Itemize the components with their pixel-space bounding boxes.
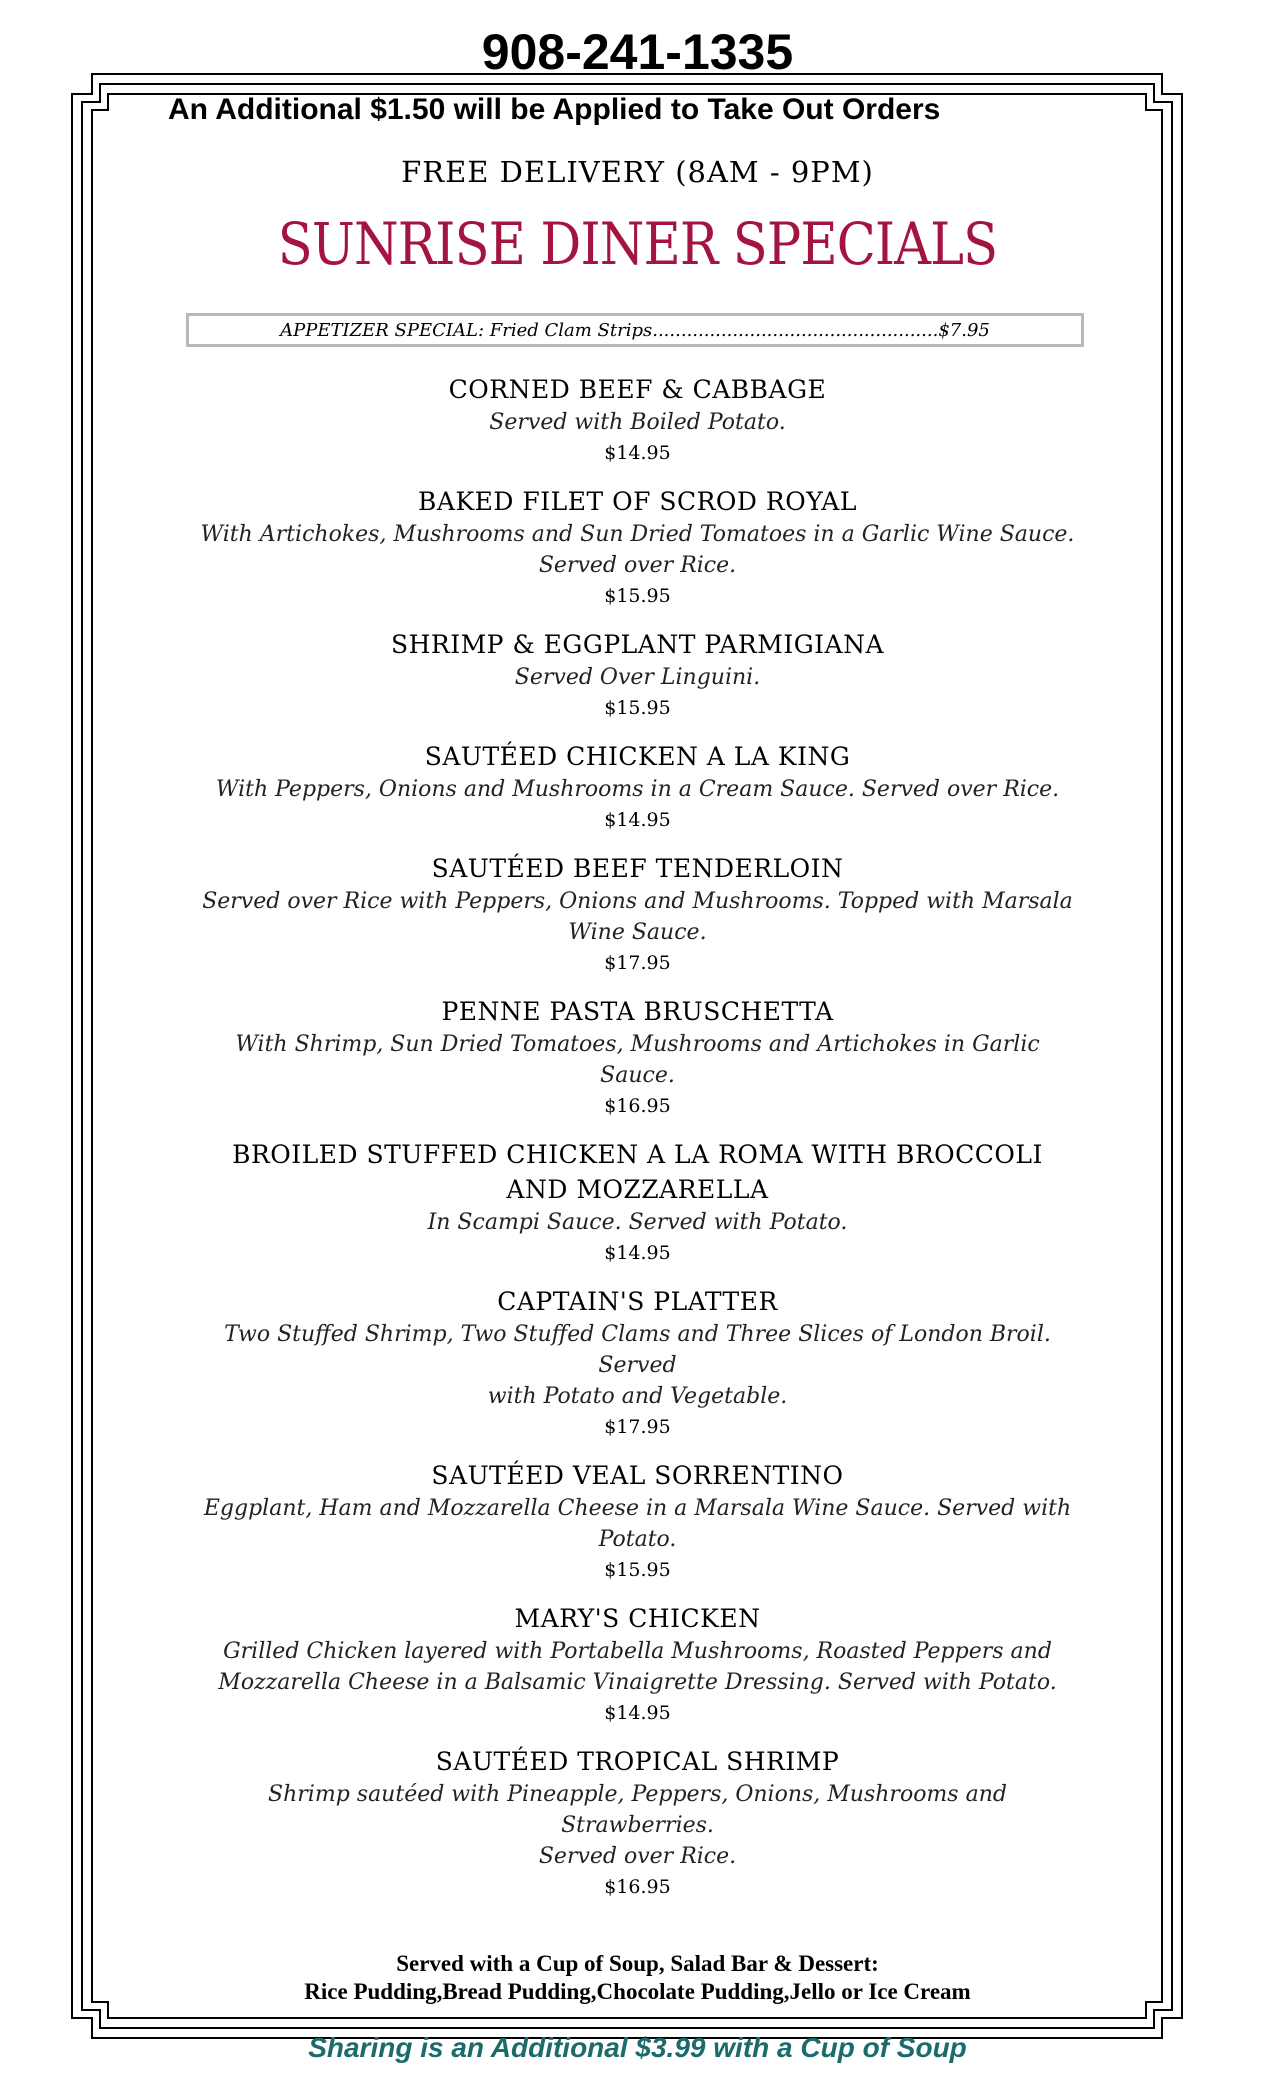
item-name: CAPTAIN'S PLATTER — [497, 1287, 778, 1316]
item-name: PENNE PASTA BRUSCHETTA — [441, 997, 834, 1026]
phone-number: 908-241-1335 — [481, 24, 794, 80]
included-sides-line-1: Served with a Cup of Soup, Salad Bar & Dessert: — [396, 1951, 879, 1976]
item-price: $15.95 — [604, 585, 671, 607]
item-description: Served over Rice. — [538, 1844, 737, 1869]
item-name: SAUTÉED TROPICAL SHRIMP — [435, 1747, 840, 1776]
item-name: BAKED FILET OF SCROD ROYAL — [418, 487, 857, 516]
item-description: Two Stuffed Shrimp, Two Stuffed Clams and Three Slices of London Broil. Served — [224, 1322, 1051, 1378]
item-name: SAUTÉED CHICKEN A LA KING — [424, 742, 851, 771]
item-price: $14.95 — [604, 809, 671, 831]
item-price: $16.95 — [604, 1095, 671, 1117]
menu-item — [200, 627, 1075, 723]
item-description: Served over Rice with Peppers, Onions and Mushrooms. Topped with Marsala — [202, 889, 1073, 914]
sharing-charge-note: Sharing is an Additional $3.99 with a Cup of Soup — [308, 2032, 967, 2063]
item-price: $15.95 — [604, 697, 671, 719]
menu-item — [200, 1601, 1075, 1728]
appetizer-price: $7.95 — [938, 319, 990, 341]
menu-item — [200, 1744, 1075, 1902]
menu-item — [200, 372, 1075, 468]
item-price: $17.95 — [604, 1416, 671, 1438]
item-name: SAUTÉED BEEF TENDERLOIN — [431, 854, 844, 883]
menu-item — [200, 484, 1075, 611]
menu-title: SUNRISE DINER SPECIALS — [277, 210, 998, 278]
item-price: $14.95 — [604, 442, 671, 464]
item-price: $14.95 — [604, 1702, 671, 1724]
menu-item — [200, 994, 1075, 1121]
appetizer-leader: .................................................. — [652, 319, 939, 341]
menu-item — [200, 1458, 1075, 1585]
item-name: SAUTÉED VEAL SORRENTINO — [431, 1461, 844, 1490]
appetizer-special-box — [186, 313, 1084, 347]
item-description: Mozzarella Cheese in a Balsamic Vinaigrette Dressing. Served with Potato. — [218, 1670, 1057, 1695]
item-price: $17.95 — [604, 952, 671, 974]
item-price: $16.95 — [604, 1876, 671, 1898]
item-name: BROILED STUFFED CHICKEN A LA ROMA WITH BROCCOLI AND MOZZARELLA — [232, 1140, 1043, 1204]
item-description: with Potato and Vegetable. — [487, 1384, 788, 1409]
delivery-hours: FREE DELIVERY (8AM - 9PM) — [401, 155, 874, 189]
item-name: MARY'S CHICKEN — [514, 1604, 761, 1633]
included-sides-line-2: Rice Pudding,Bread Pudding,Chocolate Pudding,Jello or Ice Cream — [304, 1979, 971, 2004]
item-description: Served with Boiled Potato. — [489, 410, 786, 435]
item-name: SHRIMP & EGGPLANT PARMIGIANA — [390, 630, 885, 659]
specials-list — [200, 372, 1075, 1918]
item-description: Potato. — [598, 1527, 677, 1552]
item-description: With Peppers, Onions and Mushrooms in a Cream Sauce. Served over Rice. — [215, 777, 1060, 802]
item-description: In Scampi Sauce. Served with Potato. — [427, 1210, 848, 1235]
menu-item — [200, 1284, 1075, 1442]
menu-item — [200, 1137, 1075, 1268]
included-sides-note — [0, 1950, 1275, 2006]
menu-item — [200, 739, 1075, 835]
menu-item — [200, 851, 1075, 978]
item-description: With Artichokes, Mushrooms and Sun Dried Tomatoes in a Garlic Wine Sauce. — [200, 522, 1075, 547]
item-description: Served over Rice. — [538, 553, 737, 578]
item-price: $15.95 — [604, 1559, 671, 1581]
item-description: Grilled Chicken layered with Portabella Mushrooms, Roasted Peppers and — [223, 1639, 1052, 1664]
item-description: Shrimp sautéed with Pineapple, Peppers, Onions, Mushrooms and Strawberries. — [268, 1782, 1007, 1838]
item-description: With Shrimp, Sun Dried Tomatoes, Mushrooms and Artichokes in Garlic Sauce. — [235, 1032, 1040, 1088]
takeout-surcharge-note: An Additional $1.50 will be Applied to Take Out Orders — [168, 93, 941, 126]
item-description: Eggplant, Ham and Mozzarella Cheese in a Marsala Wine Sauce. Served with — [203, 1496, 1072, 1521]
item-name: CORNED BEEF & CABBAGE — [448, 375, 827, 404]
appetizer-label: APPETIZER SPECIAL: Fried Clam Strips — [280, 319, 653, 341]
item-price: $14.95 — [604, 1242, 671, 1264]
item-description: Wine Sauce. — [568, 920, 707, 945]
item-description: Served Over Linguini. — [514, 665, 761, 690]
